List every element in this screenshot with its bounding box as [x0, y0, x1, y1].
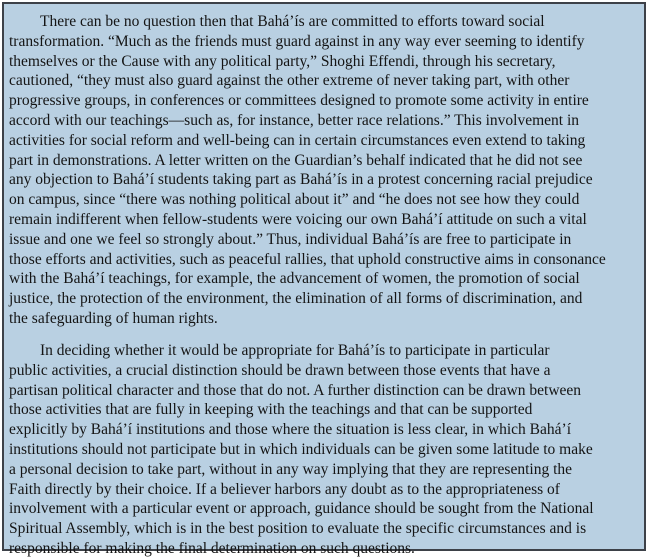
text-line: with the Bahá’í teachings, for example, the advancement of women, the promotion of social	[9, 270, 580, 288]
text-line: explicitly by Bahá’í institutions and those where the situation is less clear, in which Bahá’í	[9, 421, 571, 439]
text-line: a personal decision to take part, without in any way implying that they are representing the	[9, 460, 573, 478]
text-line: issue and one we feel so strongly about.” Thus, individual Bahá’ís are free to participate in	[9, 230, 572, 248]
text-line: those activities that are fully in keeping with the teachings and that can be supported	[9, 401, 533, 419]
text-line: justice, the protection of the environment, the elimination of all forms of discrimination, and	[9, 290, 583, 308]
text-line: public activities, a crucial distinction should be drawn between those events that have a	[9, 361, 551, 379]
text-line: partisan political character and those that do not. A further distinction can be drawn between	[9, 381, 582, 399]
text-line: involvement with a particular event or approach, guidance should be sought from the National	[9, 500, 594, 518]
text-line: institutions should not participate but in which individuals can be given some latitude to make	[9, 440, 593, 458]
text-line: transformation. “Much as the friends must guard against in any way ever seeming to identify	[9, 32, 585, 50]
text-line: Spiritual Assembly, which is in the best position to evaluate the specific circumstances and is	[9, 520, 587, 538]
text-line: There can be no question then that Bahá’ís are committed to efforts toward social	[40, 13, 545, 30]
text-line: any objection to Bahá’í students taking part as Bahá’ís in a protest concerning racial prejudice	[9, 171, 593, 189]
text-line: cautioned, “they must also guard against the other extreme of never taking part, with other	[9, 72, 570, 90]
text-line: Faith directly by their choice. If a believer harbors any doubt as to the appropriateness of	[9, 480, 560, 498]
quote-box	[2, 2, 646, 557]
paragraph-social-transformation	[9, 12, 641, 329]
text-line: progressive groups, in conferences or committees designed to promote some activity in entire	[9, 92, 589, 110]
text-line: remain indifferent when fellow-students were voicing our own Bahá’í attitude on such a vital	[9, 210, 587, 228]
text-line: In deciding whether it would be appropriate for Bahá’ís to participate in particular	[40, 342, 550, 359]
text-line: part in demonstrations. A letter written on the Guardian’s behalf indicated that he did not see	[9, 151, 583, 169]
paragraph-public-activities	[9, 341, 641, 559]
text-line: those efforts and activities, such as peaceful rallies, that uphold constructive aims in consonance	[9, 250, 606, 268]
text-line: on campus, since “there was nothing political about it” and “he does not see how they could	[9, 191, 580, 209]
text-line: activities for social reform and well-being can in certain circumstances even extend to taking	[9, 131, 586, 149]
text-line: responsible for making the final determination on such questions.	[9, 539, 415, 557]
text-line: the safeguarding of human rights.	[9, 309, 218, 327]
text-line: accord with our teachings—such as, for instance, better race relations.” This involvement in	[9, 111, 580, 129]
text-line: themselves or the Cause with any political party,” Shoghi Effendi, through his secretary,	[9, 52, 556, 70]
